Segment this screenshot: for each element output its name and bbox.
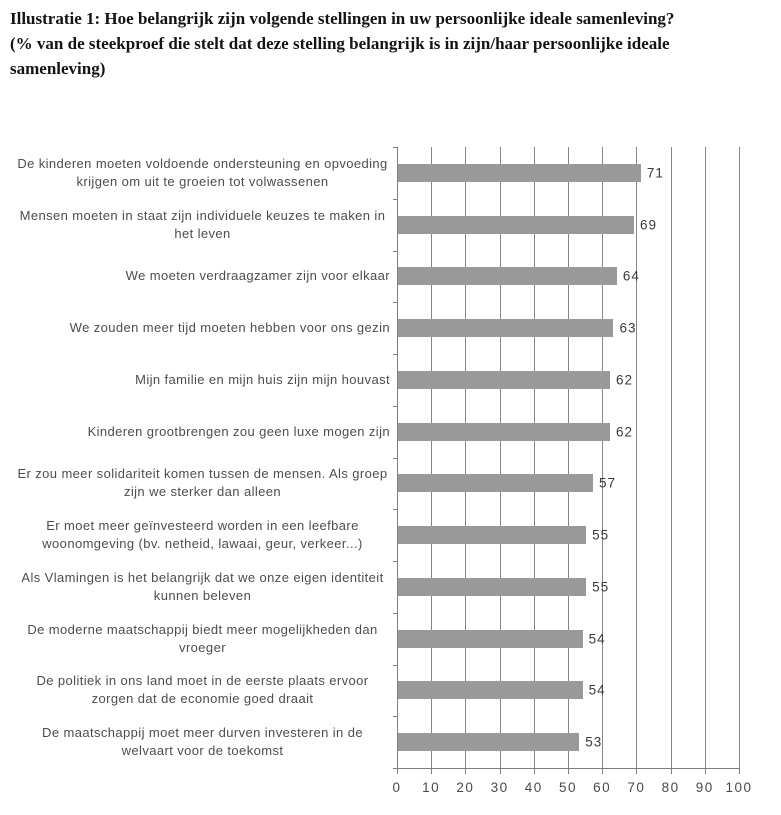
x-axis-tick-label: 20 [456,780,475,795]
chart-row [15,561,739,613]
x-axis-tick [705,769,706,774]
bar-cell [397,613,739,665]
chart-row [15,354,739,406]
category-label-cell [15,716,397,768]
x-axis-tick [500,769,501,774]
chart-title-line-2: (% van de steekproef die stelt dat deze stelling belangrijk is in zijn/haar persoonlijke ideale [10,34,670,53]
category-label: Mensen moeten in staat zijn individuele keuzes te maken in het leven [19,207,386,241]
x-axis-tick-label: 100 [725,780,753,795]
bar [398,630,583,648]
category-label: De moderne maatschappij biedt meer mogelijkheden dan vroeger [27,621,378,655]
bar [398,733,579,751]
x-axis-tick [739,769,740,774]
bar-cell [397,147,739,199]
category-label-cell [15,354,397,406]
category-label-cell [15,665,397,717]
bar-cell [397,561,739,613]
x-axis-tick-labels [392,780,753,806]
bar-cell [397,458,739,510]
chart-title [10,6,774,81]
bar [398,474,593,492]
bar-cell [397,302,739,354]
chart-row [15,406,739,458]
x-axis-tick [465,769,466,774]
x-axis-tick-label: 30 [490,780,509,795]
category-label-cell [15,147,397,199]
bar-cell [397,251,739,303]
gridline [739,147,740,768]
x-axis-tick [397,769,398,774]
category-label-cell [15,199,397,251]
category-axis-tick [393,768,398,769]
value-label: 55 [592,527,610,543]
category-label-cell [15,406,397,458]
bar [398,371,610,389]
chart-rows [15,147,739,768]
chart-row [15,147,739,199]
chart-title-line-1: Illustratie 1: Hoe belangrijk zijn volgende stellingen in uw persoonlijke ideale samenleving? [10,9,675,28]
x-axis-tick-label: 50 [558,780,578,795]
value-label: 62 [616,424,634,440]
value-label: 62 [616,372,634,388]
value-label: 55 [592,579,610,595]
value-label: 69 [639,217,657,233]
bar [398,578,586,596]
chart-row [15,302,739,354]
value-label: 63 [619,320,637,336]
value-label: 53 [585,734,603,750]
chart-row [15,251,739,303]
chart-row [15,458,739,510]
value-label: 57 [598,475,616,491]
x-axis-tick [671,769,672,774]
x-axis-tick-label: 80 [661,780,680,795]
x-axis-tick-label: 0 [392,780,402,795]
value-label: 64 [622,268,640,284]
x-axis-tick-label: 60 [593,780,612,795]
chart-row [15,716,739,768]
category-label: Als Vlamingen is het belangrijk dat we onze eigen identiteit kunnen beleven [21,569,384,603]
category-label-cell [15,251,397,303]
bar-chart [15,147,753,815]
x-axis-tick-label: 70 [627,780,646,795]
x-axis-tick [602,769,603,774]
category-label-cell [15,509,397,561]
chart-title-line-3: samenleving) [10,59,106,78]
category-label: Er zou meer solidariteit komen tussen de mensen. Als groep zijn we sterker dan alleen [17,466,388,500]
bar-cell [397,509,739,561]
bar-cell [397,665,739,717]
category-label-cell [15,302,397,354]
category-label: De maatschappij moet meer durven investeren in de welvaart voor de toekomst [42,725,363,759]
bar-cell [397,199,739,251]
chart-row [15,613,739,665]
x-axis-tick [636,769,637,774]
bar-cell [397,406,739,458]
bar-cell [397,354,739,406]
x-axis-tick-label: 10 [422,780,441,795]
bar-cell [397,716,739,768]
bar [398,319,613,337]
value-label: 54 [588,682,606,698]
category-label: De kinderen moeten voldoende ondersteuning en opvoeding krijgen om uit te groeien tot volwassenen [17,155,388,189]
category-label-cell [15,613,397,665]
category-label: We zouden meer tijd moeten hebben voor ons gezin [69,320,390,336]
category-label: Kinderen grootbrengen zou geen luxe mogen zijn [87,423,390,439]
category-label: Er moet meer geïnvesteerd worden in een leefbare woonomgeving (bv. netheid, lawaai, geur, verkeer...) [42,518,363,552]
x-axis-tick [534,769,535,774]
chart-row [15,509,739,561]
x-axis-tick-label: 40 [524,780,543,795]
category-label-cell [15,458,397,510]
bar [398,423,610,441]
bar [398,164,641,182]
category-label-cell [15,561,397,613]
category-label: Mijn familie en mijn huis zijn mijn houvast [135,371,390,387]
bar [398,267,617,285]
x-axis-tick [431,769,432,774]
chart-row [15,665,739,717]
category-label: De politiek in ons land moet in de eerste plaats ervoor zorgen dat de economie goed draait [36,673,369,707]
x-axis-tick [568,769,569,774]
category-label: We moeten verdraagzamer zijn voor elkaar [125,268,390,284]
x-axis-tick-label: 90 [695,780,714,795]
value-label: 71 [646,165,664,181]
bar [398,526,586,544]
value-label: 54 [588,631,606,647]
chart-row [15,199,739,251]
bar [398,681,583,699]
bar [398,216,634,234]
